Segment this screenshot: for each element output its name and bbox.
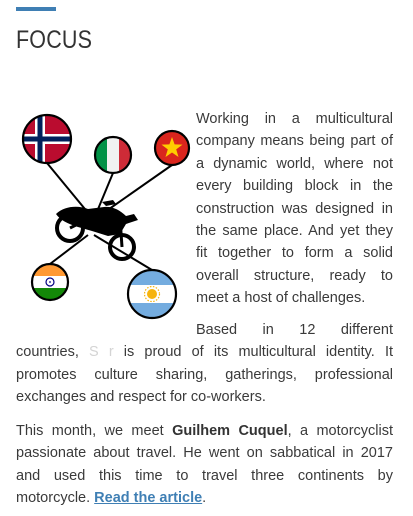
multicultural-illustration — [16, 110, 196, 325]
vietnam-flag-icon — [154, 130, 190, 166]
read-article-link[interactable]: Read the article — [94, 490, 203, 507]
redacted-company-name: S r — [89, 344, 114, 361]
story-text-start: This month, we meet — [16, 423, 173, 439]
india-flag-icon — [31, 263, 69, 301]
section-title: FOCUS — [16, 26, 93, 54]
countries-paragraph-start: Based in 12 different countries, — [16, 322, 393, 361]
norway-flag-icon — [21, 113, 73, 165]
story-paragraph — [16, 420, 393, 510]
italy-flag-icon — [94, 136, 132, 174]
title-accent-bar — [16, 7, 56, 11]
featured-person-name: Guilhem Cuquel — [172, 423, 288, 439]
story-text-end: . — [202, 490, 207, 507]
story-text-middle: , a motorcyclist passionate about travel. He went on sabbatical in 2017 and used this time to travel three continents by motorcycle. — [16, 423, 394, 507]
intro-paragraph: Working in a multicultural company means being part of a dynamic world, where not every building block in the construction was designed in the same place. And yet they fit together to form a solid overall structure, ready to meet a host of challenges. — [196, 111, 393, 307]
countries-paragraph — [16, 319, 393, 409]
argentina-flag-icon — [126, 268, 178, 320]
countries-paragraph-rest: is proud of its multicultural identity. It promotes culture sharing, gatherings, professional exchanges and respect for co-workers. — [16, 344, 394, 406]
